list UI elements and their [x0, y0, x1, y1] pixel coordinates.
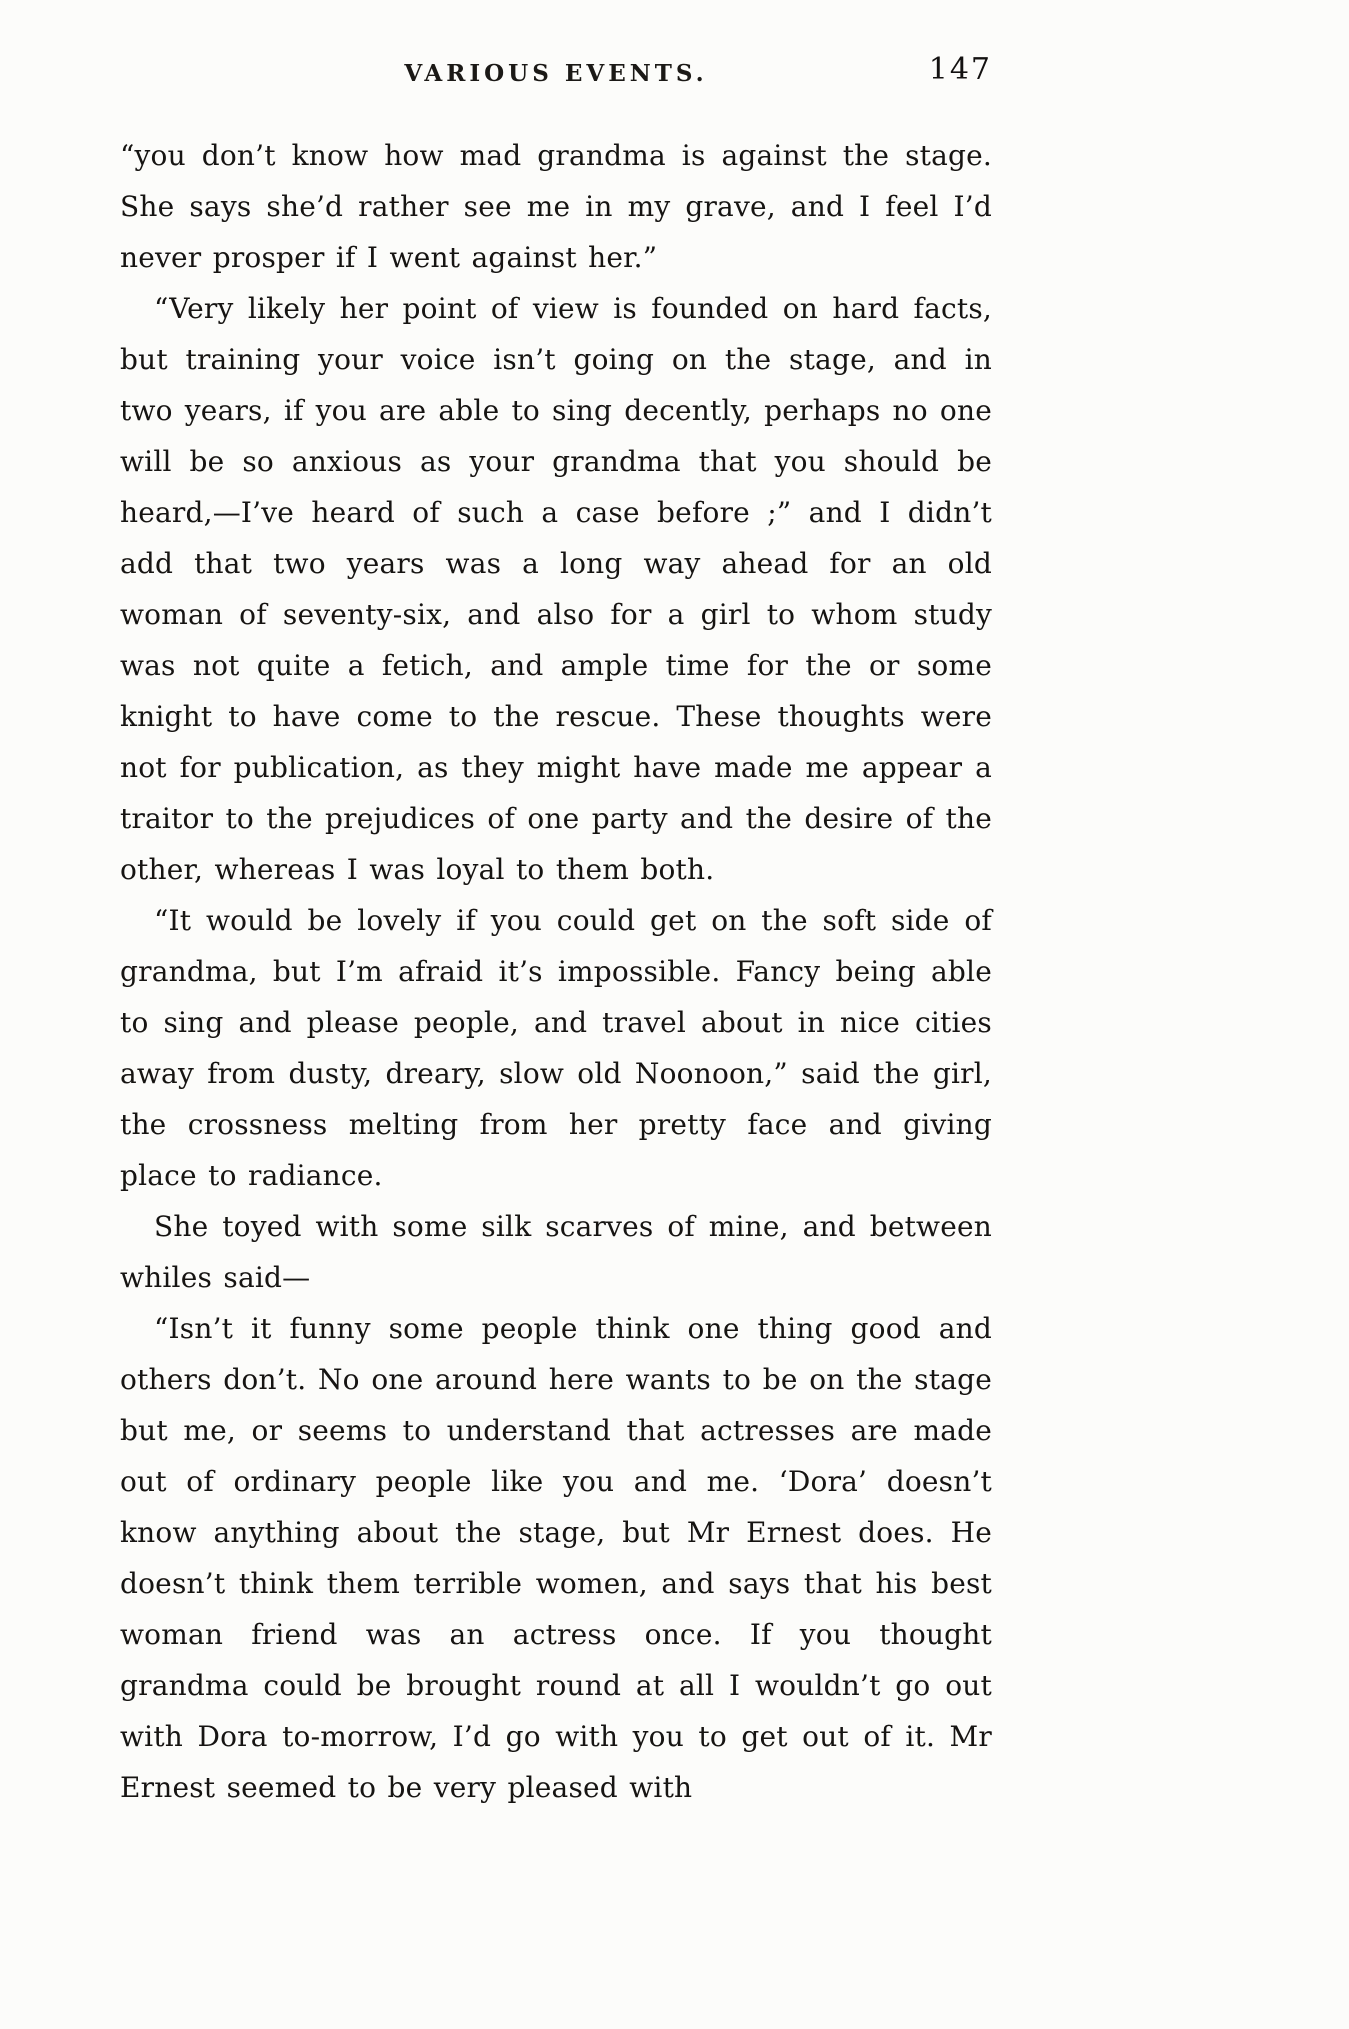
- running-title: VARIOUS EVENTS.: [404, 60, 708, 87]
- page-number: 147: [928, 52, 992, 87]
- paragraph: “Isn’t it funny some people think one thing good and others don’t. No one around here wants to be on the stage but me, or seems to understand that actresses are made out of ordinary people like you and me. ‘Dora’ doesn’t know anything about the stage, but Mr Ernest does. He doesn’t think them terrible women, and says that his best woman friend was an actress once. If you thought grandma could be brought round at all I wouldn’t go out with Dora to-morrow, I’d go with you to get out of it. Mr Ernest seemed to be very pleased with: [120, 1312, 992, 1804]
- paragraph: “you don’t know how mad grandma is against the stage. She says she’d rather see me in my grave, and I feel I’d never prosper if I went against her.”: [120, 139, 992, 274]
- paragraph: “Very likely her point of view is founded on hard facts, but training your voice isn’t going on the stage, and in two years, if you are able to sing decently, perhaps no one will be so anxious as your grandma that you should be heard,—I’ve heard of such a case before ;” and I didn’t add that two years was a long way ahead for an old woman of seventy-six, and also for a girl to whom study was not quite a fetich, and ample time for the or some knight to have come to the rescue. These thoughts were not for publication, as they might have made me appear a traitor to the prejudices of one party and the desire of the other, whereas I was loyal to them both.: [120, 292, 992, 886]
- page-header: [120, 52, 992, 98]
- page-body: [120, 130, 992, 1813]
- paragraph: “It would be lovely if you could get on the soft side of grandma, but I’m afraid it’s impossible. Fancy being able to sing and please people, and travel about in nice cities away from dusty, dreary, slow old Noonoon,” said the girl, the crossness melting from her pretty face and giving place to radiance.: [120, 904, 992, 1192]
- paragraph: She toyed with some silk scarves of mine, and between whiles said—: [120, 1210, 992, 1294]
- page-content: [120, 52, 992, 1813]
